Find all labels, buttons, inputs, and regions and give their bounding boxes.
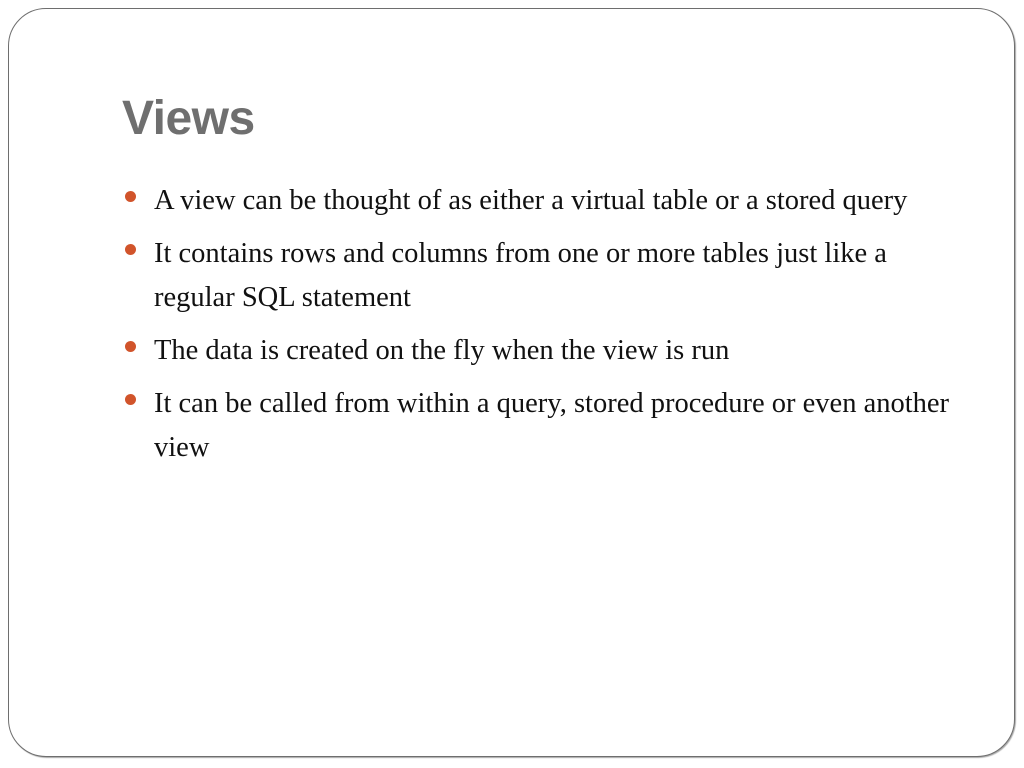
- bullet-list: [125, 179, 965, 479]
- slide-title: Views: [122, 92, 255, 145]
- bullet-item: [125, 329, 965, 373]
- bullet-dot-icon: [125, 341, 136, 352]
- bullet-text: It can be called from within a query, stored procedure or even another view: [154, 388, 950, 463]
- bullet-text: It contains rows and columns from one or more tables just like a regular SQL statement: [154, 238, 887, 313]
- bullet-item: [125, 232, 965, 320]
- bullet-dot-icon: [125, 191, 136, 202]
- bullet-dot-icon: [125, 244, 136, 255]
- bullet-dot-icon: [125, 394, 136, 405]
- bullet-text: The data is created on the fly when the view is run: [154, 335, 730, 366]
- slide-frame: [8, 8, 1015, 757]
- bullet-item: [125, 382, 965, 470]
- bullet-item: [125, 179, 965, 223]
- bullet-text: A view can be thought of as either a virtual table or a stored query: [154, 185, 908, 216]
